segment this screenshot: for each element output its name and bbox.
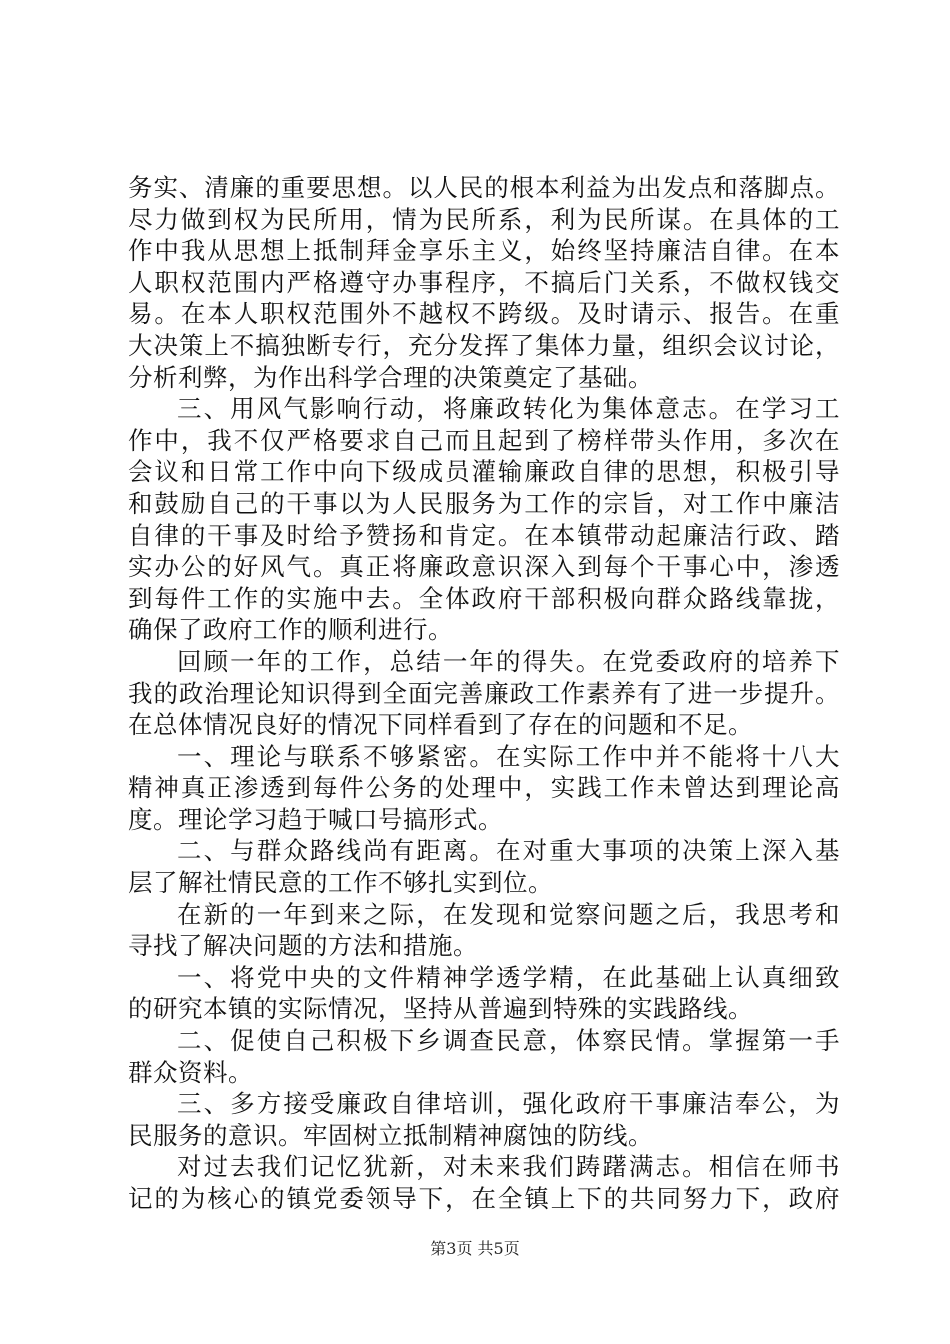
text-line: 作中，我不仅严格要求自己而且起到了榜样带头作用，多次在	[128, 425, 840, 455]
text-line: 在总体情况良好的情况下同样看到了存在的问题和不足。	[128, 710, 753, 740]
text-line: 民服务的意识。牢固树立抵制精神腐蚀的防线。	[128, 1120, 653, 1150]
text-line: 实办公的好风气。真正将廉政意识深入到每个干事心中，渗透	[128, 552, 840, 582]
text-line: 三、用风气影响行动，将廉政转化为集体意志。在学习工	[177, 394, 840, 424]
text-line: 对过去我们记忆犹新，对未来我们踌躇满志。相信在师书	[177, 1152, 840, 1182]
text-line: 一、理论与联系不够紧密。在实际工作中并不能将十八大	[177, 741, 840, 771]
text-line: 的研究本镇的实际情况，坚持从普遍到特殊的实践路线。	[128, 994, 753, 1024]
text-line: 务实、清廉的重要思想。以人民的根本利益为出发点和落脚点。	[128, 173, 840, 202]
text-line: 在新的一年到来之际，在发现和觉察问题之后，我思考和	[177, 899, 840, 929]
text-line: 记的为核心的镇党委领导下，在全镇上下的共同努力下，政府	[128, 1184, 840, 1213]
text-line: 精神真正渗透到每件公务的处理中，实践工作未曾达到理论高	[128, 773, 840, 803]
text-line: 确保了政府工作的顺利进行。	[128, 615, 453, 645]
text-line: 二、促使自己积极下乡调查民意，体察民情。掌握第一手	[177, 1026, 840, 1056]
text-line: 自律的干事及时给予赞扬和肯定。在本镇带动起廉洁行政、踏	[128, 520, 840, 550]
text-line: 群众资料。	[128, 1057, 253, 1087]
text-line: 一、将党中央的文件精神学透学精，在此基础上认真细致	[177, 962, 840, 992]
text-line: 和鼓励自己的干事以为人民服务为工作的宗旨，对工作中廉洁	[128, 488, 840, 518]
page-footer: 第3页 共5页	[430, 1239, 520, 1258]
text-line: 我的政治理论知识得到全面完善廉政工作素养有了进一步提升。	[128, 678, 840, 708]
text-line: 寻找了解决问题的方法和措施。	[128, 931, 478, 961]
text-line: 作中我从思想上抵制拜金享乐主义，始终坚持廉洁自律。在本	[128, 236, 840, 266]
text-line: 层了解社情民意的工作不够扎实到位。	[128, 868, 553, 898]
text-line: 尽力做到权为民所用，情为民所系，利为民所谋。在具体的工	[128, 204, 840, 234]
text-line: 大决策上不搞独断专行，充分发挥了集体力量，组织会议讨论，	[128, 330, 840, 360]
text-line: 分析利弊，为作出科学合理的决策奠定了基础。	[128, 362, 653, 392]
text-line: 度。理论学习趋于喊口号搞形式。	[128, 804, 503, 834]
text-line: 到每件工作的实施中去。全体政府干部积极向群众路线靠拢，	[128, 583, 840, 613]
text-line: 三、多方接受廉政自律培训，强化政府干事廉洁奉公，为	[177, 1089, 840, 1119]
document-body	[128, 172, 840, 1215]
text-line: 人职权范围内严格遵守办事程序，不搞后门关系，不做权钱交	[128, 267, 840, 297]
text-line: 会议和日常工作中向下级成员灌输廉政自律的思想，积极引导	[128, 457, 840, 487]
text-line: 二、与群众路线尚有距离。在对重大事项的决策上深入基	[177, 836, 840, 866]
text-line: 回顾一年的工作，总结一年的得失。在党委政府的培养下	[177, 646, 840, 676]
text-line: 易。在本人职权范围外不越权不跨级。及时请示、报告。在重	[128, 299, 840, 329]
